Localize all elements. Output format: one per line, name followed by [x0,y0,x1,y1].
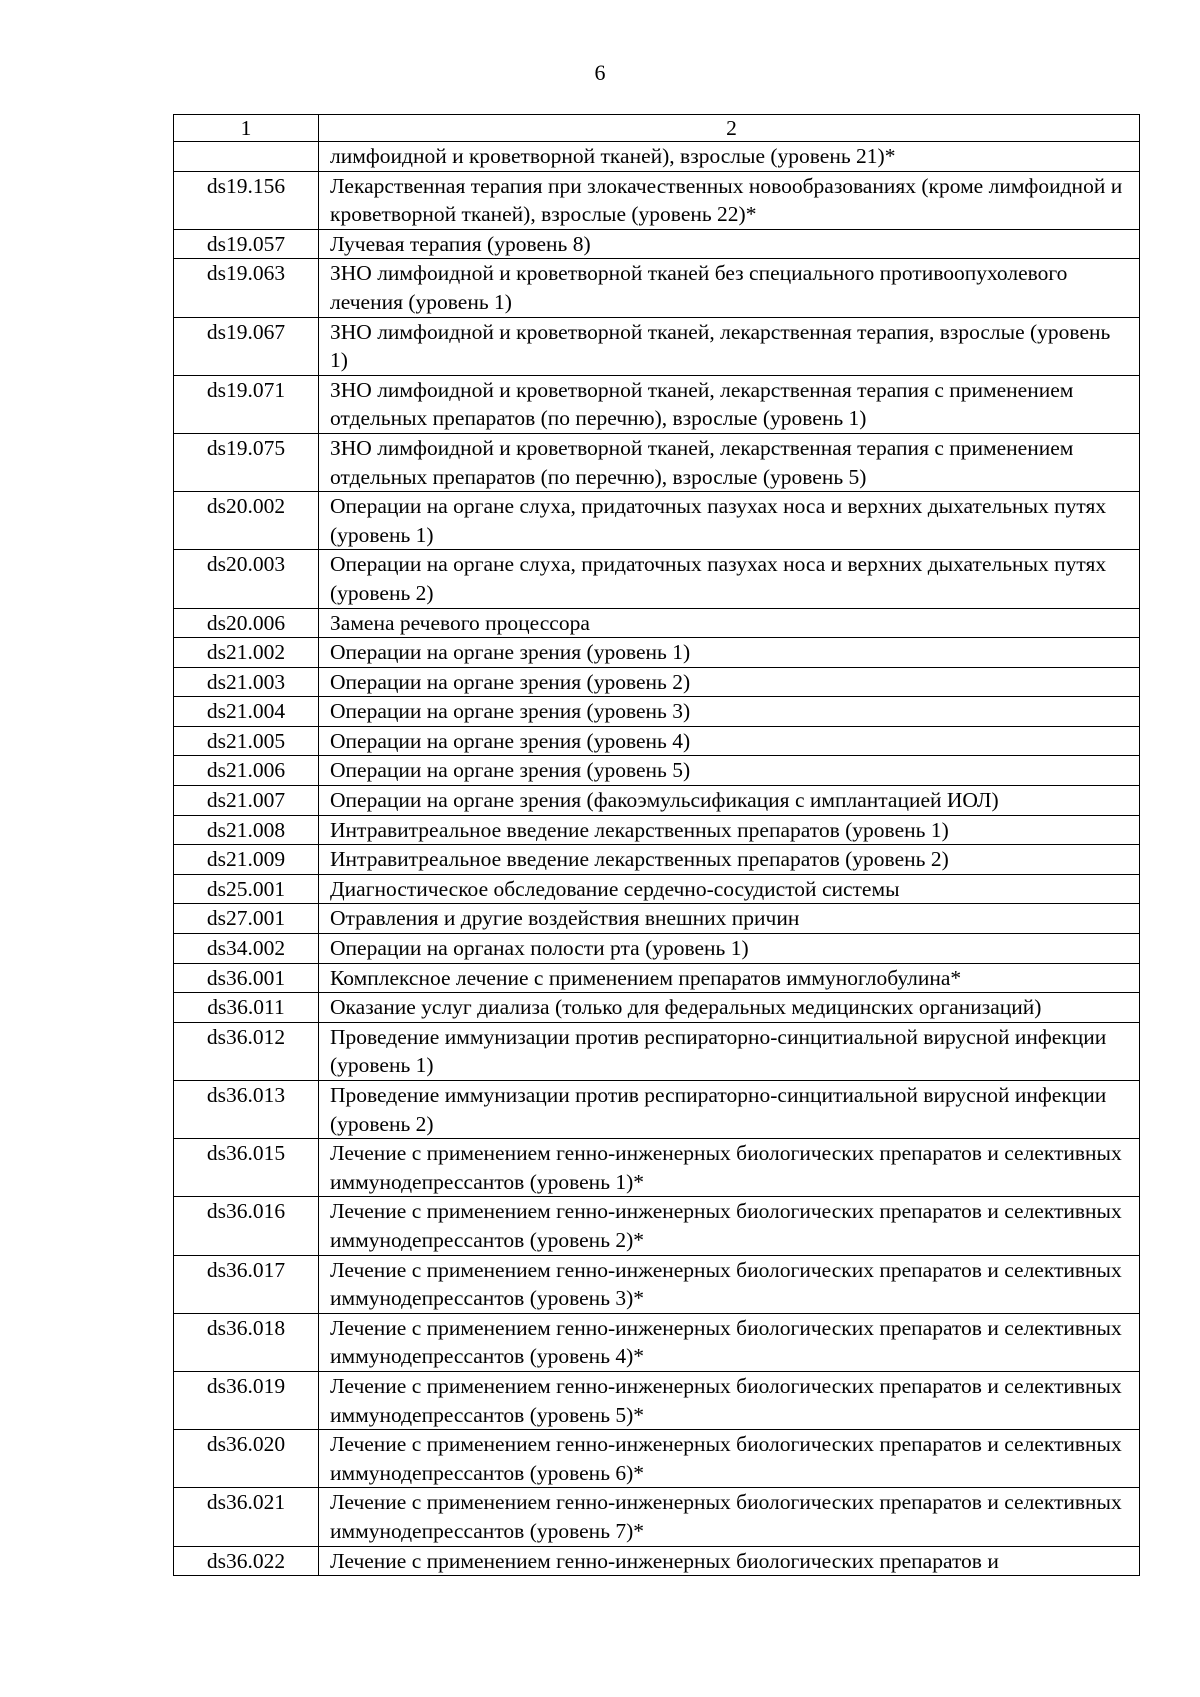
kpg-table [173,114,1140,1576]
row-description-cell: Лечение с применением генно-инженерных биологических препаратов и селективных иммунодепрессантов (уровень 5)* [319,1371,1140,1429]
row-code-cell: ds20.003 [174,550,319,608]
row-description-cell: Интравитреальное введение лекарственных препаратов (уровень 1) [319,815,1140,845]
row-description-cell: Операции на органе зрения (уровень 3) [319,697,1140,727]
table-row [174,608,1140,638]
table-row [174,1255,1140,1313]
table-row [174,786,1140,816]
row-code-cell: ds20.002 [174,492,319,550]
table-row [174,1022,1140,1080]
table-row [174,259,1140,317]
table-header-row [174,115,1140,142]
row-description-cell: Лечение с применением генно-инженерных биологических препаратов и селективных иммунодепрессантов (уровень 4)* [319,1313,1140,1371]
table-row [174,171,1140,229]
row-code-cell: ds36.016 [174,1197,319,1255]
row-description-cell: Замена речевого процессора [319,608,1140,638]
row-code-cell: ds36.015 [174,1139,319,1197]
row-code-cell: ds21.006 [174,756,319,786]
table-row [174,1081,1140,1139]
row-description-cell: Лечение с применением генно-инженерных биологических препаратов и селективных иммунодепрессантов (уровень 1)* [319,1139,1140,1197]
row-code-cell: ds21.002 [174,638,319,668]
table-row [174,815,1140,845]
row-code-cell: ds19.156 [174,171,319,229]
table-row [174,697,1140,727]
table-row [174,667,1140,697]
table-row [174,550,1140,608]
table-row [174,1371,1140,1429]
row-description-cell: Лечение с применением генно-инженерных биологических препаратов и селективных иммунодепрессантов (уровень 2)* [319,1197,1140,1255]
table-row [174,874,1140,904]
row-description-cell: Комплексное лечение с применением препаратов иммуноглобулина* [319,963,1140,993]
table-row [174,726,1140,756]
table-row [174,1488,1140,1546]
row-code-cell: ds36.017 [174,1255,319,1313]
table-row [174,1139,1140,1197]
row-code-cell: ds36.021 [174,1488,319,1546]
row-description-cell: Операции на органе слуха, придаточных пазухах носа и верхних дыхательных путях (уровень 2) [319,550,1140,608]
row-description-cell: Операции на органе зрения (уровень 5) [319,756,1140,786]
row-code-cell: ds19.057 [174,229,319,259]
row-code-cell: ds21.009 [174,845,319,875]
column-2-header: 2 [319,115,1140,142]
row-description-cell: лимфоидной и кроветворной тканей), взрослые (уровень 21)* [319,142,1140,172]
row-description-cell: ЗНО лимфоидной и кроветворной тканей, лекарственная терапия с применением отдельных препаратов (по перечню), взрослые (уровень 5) [319,433,1140,491]
table-row [174,934,1140,964]
table-row [174,317,1140,375]
column-1-header: 1 [174,115,319,142]
row-code-cell: ds19.071 [174,375,319,433]
row-code-cell: ds25.001 [174,874,319,904]
row-code-cell: ds21.008 [174,815,319,845]
row-description-cell: Интравитреальное введение лекарственных препаратов (уровень 2) [319,845,1140,875]
table-row [174,492,1140,550]
row-code-cell: ds36.013 [174,1081,319,1139]
table-row [174,375,1140,433]
row-code-cell: ds36.011 [174,993,319,1023]
table-row [174,1313,1140,1371]
row-description-cell: Проведение иммунизации против респираторно-синцитиальной вирусной инфекции (уровень 2) [319,1081,1140,1139]
row-code-cell: ds19.063 [174,259,319,317]
row-description-cell: Операции на органах полости рта (уровень 1) [319,934,1140,964]
row-code-cell: ds36.020 [174,1430,319,1488]
table-row [174,756,1140,786]
row-description-cell: Операции на органе зрения (уровень 1) [319,638,1140,668]
row-description-cell: ЗНО лимфоидной и кроветворной тканей, лекарственная терапия, взрослые (уровень 1) [319,317,1140,375]
row-code-cell: ds19.075 [174,433,319,491]
table-row [174,845,1140,875]
table-row [174,1197,1140,1255]
row-code-cell: ds21.004 [174,697,319,727]
row-description-cell: Проведение иммунизации против респираторно-синцитиальной вирусной инфекции (уровень 1) [319,1022,1140,1080]
row-code-cell: ds36.012 [174,1022,319,1080]
row-description-cell: ЗНО лимфоидной и кроветворной тканей, лекарственная терапия с применением отдельных препаратов (по перечню), взрослые (уровень 1) [319,375,1140,433]
row-code-cell: ds21.007 [174,786,319,816]
row-code-cell: ds34.002 [174,934,319,964]
row-code-cell: ds36.022 [174,1546,319,1576]
table-row [174,142,1140,172]
row-description-cell: Отравления и другие воздействия внешних причин [319,904,1140,934]
row-description-cell: Лечение с применением генно-инженерных биологических препаратов и селективных иммунодепрессантов (уровень 7)* [319,1488,1140,1546]
row-description-cell: Лечение с применением генно-инженерных биологических препаратов и [319,1546,1140,1576]
row-description-cell: Лечение с применением генно-инженерных биологических препаратов и селективных иммунодепрессантов (уровень 6)* [319,1430,1140,1488]
row-code-cell: ds20.006 [174,608,319,638]
row-description-cell: Операции на органе зрения (уровень 4) [319,726,1140,756]
table-row [174,433,1140,491]
row-code-cell [174,142,319,172]
row-description-cell: Лекарственная терапия при злокачественных новообразованиях (кроме лимфоидной и кроветворной тканей), взрослые (уровень 22)* [319,171,1140,229]
row-code-cell: ds21.005 [174,726,319,756]
table-row [174,963,1140,993]
row-description-cell: Операции на органе зрения (уровень 2) [319,667,1140,697]
table-row [174,1546,1140,1576]
row-description-cell: ЗНО лимфоидной и кроветворной тканей без специального противоопухолевого лечения (уровень 1) [319,259,1140,317]
row-description-cell: Операции на органе слуха, придаточных пазухах носа и верхних дыхательных путях (уровень 1) [319,492,1140,550]
table-row [174,229,1140,259]
row-code-cell: ds36.001 [174,963,319,993]
row-code-cell: ds36.018 [174,1313,319,1371]
table-row [174,1430,1140,1488]
row-code-cell: ds36.019 [174,1371,319,1429]
table-row [174,993,1140,1023]
row-description-cell: Операции на органе зрения (факоэмульсификация с имплантацией ИОЛ) [319,786,1140,816]
row-description-cell: Лечение с применением генно-инженерных биологических препаратов и селективных иммунодепрессантов (уровень 3)* [319,1255,1140,1313]
page-number: 6 [594,60,606,85]
table-row [174,904,1140,934]
row-code-cell: ds19.067 [174,317,319,375]
row-description-cell: Оказание услуг диализа (только для федеральных медицинских организаций) [319,993,1140,1023]
row-code-cell: ds21.003 [174,667,319,697]
table-row [174,638,1140,668]
row-description-cell: Лучевая терапия (уровень 8) [319,229,1140,259]
row-description-cell: Диагностическое обследование сердечно-сосудистой системы [319,874,1140,904]
row-code-cell: ds27.001 [174,904,319,934]
